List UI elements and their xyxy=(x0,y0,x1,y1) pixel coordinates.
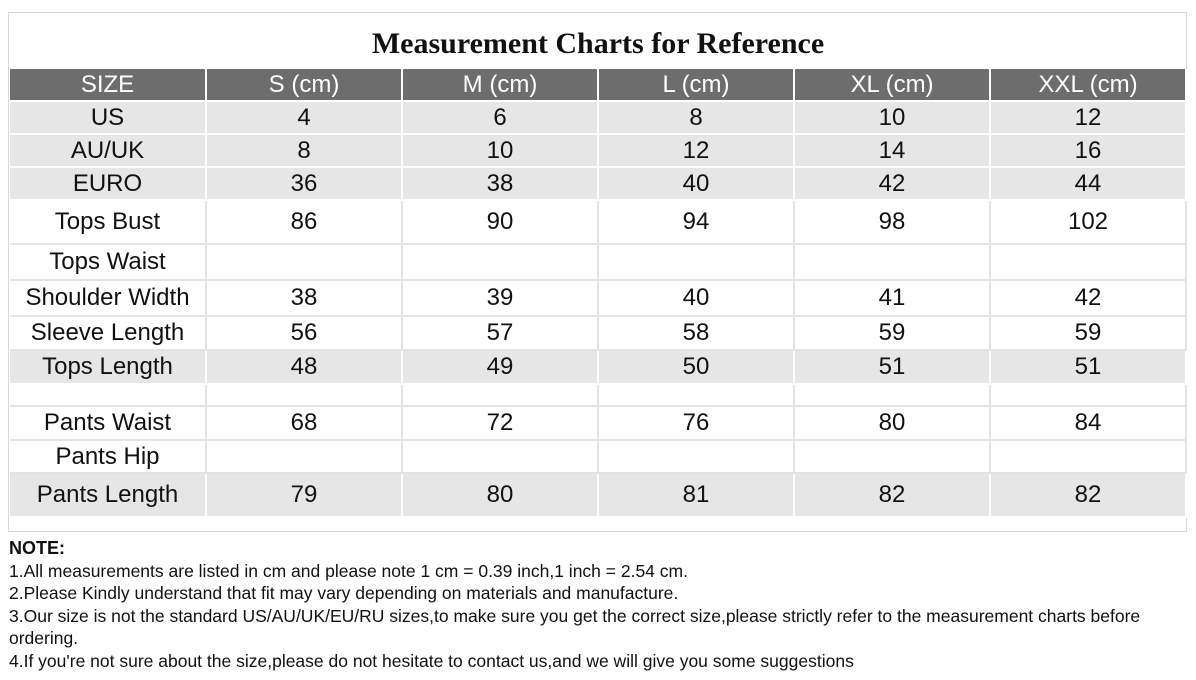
table-cell: 6 xyxy=(402,101,598,134)
table-cell xyxy=(206,440,402,473)
table-cell: 84 xyxy=(990,406,1186,440)
table-cell: 41 xyxy=(794,280,990,316)
note-line-1: 1.All measurements are listed in cm and please note 1 cm = 0.39 inch,1 inch = 2.54 cm. xyxy=(9,560,688,581)
table-body xyxy=(10,101,1186,517)
row-label: Pants Hip xyxy=(10,440,206,473)
notes-heading: NOTE: xyxy=(9,538,65,558)
table-row xyxy=(10,440,1186,473)
table-row xyxy=(10,280,1186,316)
table-cell: 8 xyxy=(598,101,794,134)
table-cell: 4 xyxy=(206,101,402,134)
note-line-2: 2.Please Kindly understand that fit may vary depending on materials and manufacture. xyxy=(9,583,679,603)
row-label: Tops Waist xyxy=(10,244,206,280)
table-cell xyxy=(206,244,402,280)
table-cell: 39 xyxy=(402,280,598,316)
table-row xyxy=(10,134,1186,167)
table-cell: 36 xyxy=(206,167,402,200)
table-row xyxy=(10,384,1186,406)
table-row xyxy=(10,473,1186,517)
note-line-3: 3.Our size is not the standard US/AU/UK/EU/RU sizes,to make sure you get the correct size,please strictly refer to the measurement charts before ordering. xyxy=(9,605,1141,648)
header-cell-size: SIZE xyxy=(10,69,206,101)
table-cell: 10 xyxy=(794,101,990,134)
table-cell: 38 xyxy=(206,280,402,316)
table-cell xyxy=(598,384,794,406)
size-chart-table xyxy=(10,69,1187,518)
table-cell: 51 xyxy=(990,350,1186,384)
table-cell: 98 xyxy=(794,200,990,244)
table-cell: 14 xyxy=(794,134,990,167)
note-line-4: 4.If you're not sure about the size,please do not hesitate to contact us,and we will give you some suggestions xyxy=(9,650,854,671)
table-cell xyxy=(402,244,598,280)
table-cell: 38 xyxy=(402,167,598,200)
table-cell xyxy=(990,384,1186,406)
table-cell xyxy=(990,440,1186,473)
table-cell: 59 xyxy=(794,316,990,350)
table-row xyxy=(10,244,1186,280)
table-header-row xyxy=(10,69,1186,101)
table-cell: 48 xyxy=(206,350,402,384)
row-label: Pants Length xyxy=(10,473,206,517)
table-cell: 40 xyxy=(598,167,794,200)
table-cell xyxy=(990,244,1186,280)
table-cell: 12 xyxy=(990,101,1186,134)
table-cell xyxy=(206,384,402,406)
table-row xyxy=(10,350,1186,384)
table-cell: 51 xyxy=(794,350,990,384)
table-cell: 40 xyxy=(598,280,794,316)
table-row xyxy=(10,167,1186,200)
row-label: Pants Waist xyxy=(10,406,206,440)
table-cell: 94 xyxy=(598,200,794,244)
row-label: Tops Bust xyxy=(10,200,206,244)
table-cell: 12 xyxy=(598,134,794,167)
table-cell: 90 xyxy=(402,200,598,244)
table-cell: 82 xyxy=(794,473,990,517)
table-cell: 81 xyxy=(598,473,794,517)
table-cell: 44 xyxy=(990,167,1186,200)
table-cell: 16 xyxy=(990,134,1186,167)
table-cell: 10 xyxy=(402,134,598,167)
table-cell: 57 xyxy=(402,316,598,350)
table-cell: 102 xyxy=(990,200,1186,244)
table-cell: 76 xyxy=(598,406,794,440)
table-cell: 82 xyxy=(990,473,1186,517)
table-cell xyxy=(794,384,990,406)
table-cell xyxy=(598,440,794,473)
table-row xyxy=(10,200,1186,244)
table-cell: 49 xyxy=(402,350,598,384)
table-cell: 50 xyxy=(598,350,794,384)
row-label: AU/UK xyxy=(10,134,206,167)
header-cell-l: L (cm) xyxy=(598,69,794,101)
table-row xyxy=(10,316,1186,350)
row-label: EURO xyxy=(10,167,206,200)
table-cell: 8 xyxy=(206,134,402,167)
header-cell-xxl: XXL (cm) xyxy=(990,69,1186,101)
table-cell: 59 xyxy=(990,316,1186,350)
row-label: Tops Length xyxy=(10,350,206,384)
header-cell-s: S (cm) xyxy=(206,69,402,101)
table-cell: 80 xyxy=(794,406,990,440)
table-cell: 72 xyxy=(402,406,598,440)
table-row xyxy=(10,101,1186,134)
table-cell xyxy=(794,440,990,473)
table-cell: 86 xyxy=(206,200,402,244)
row-label: Sleeve Length xyxy=(10,316,206,350)
table-cell: 80 xyxy=(402,473,598,517)
table-cell: 56 xyxy=(206,316,402,350)
row-label: Shoulder Width xyxy=(10,280,206,316)
row-label: US xyxy=(10,101,206,134)
table-cell xyxy=(794,244,990,280)
table-cell xyxy=(402,384,598,406)
table-cell xyxy=(598,244,794,280)
page-title: Measurement Charts for Reference xyxy=(371,27,825,60)
table-cell xyxy=(402,440,598,473)
row-label xyxy=(10,384,206,406)
table-cell: 58 xyxy=(598,316,794,350)
notes-section xyxy=(9,537,1179,672)
table-cell: 42 xyxy=(990,280,1186,316)
table-cell: 68 xyxy=(206,406,402,440)
header-cell-m: M (cm) xyxy=(402,69,598,101)
table-row xyxy=(10,406,1186,440)
header-cell-xl: XL (cm) xyxy=(794,69,990,101)
table-cell: 42 xyxy=(794,167,990,200)
table-cell: 79 xyxy=(206,473,402,517)
